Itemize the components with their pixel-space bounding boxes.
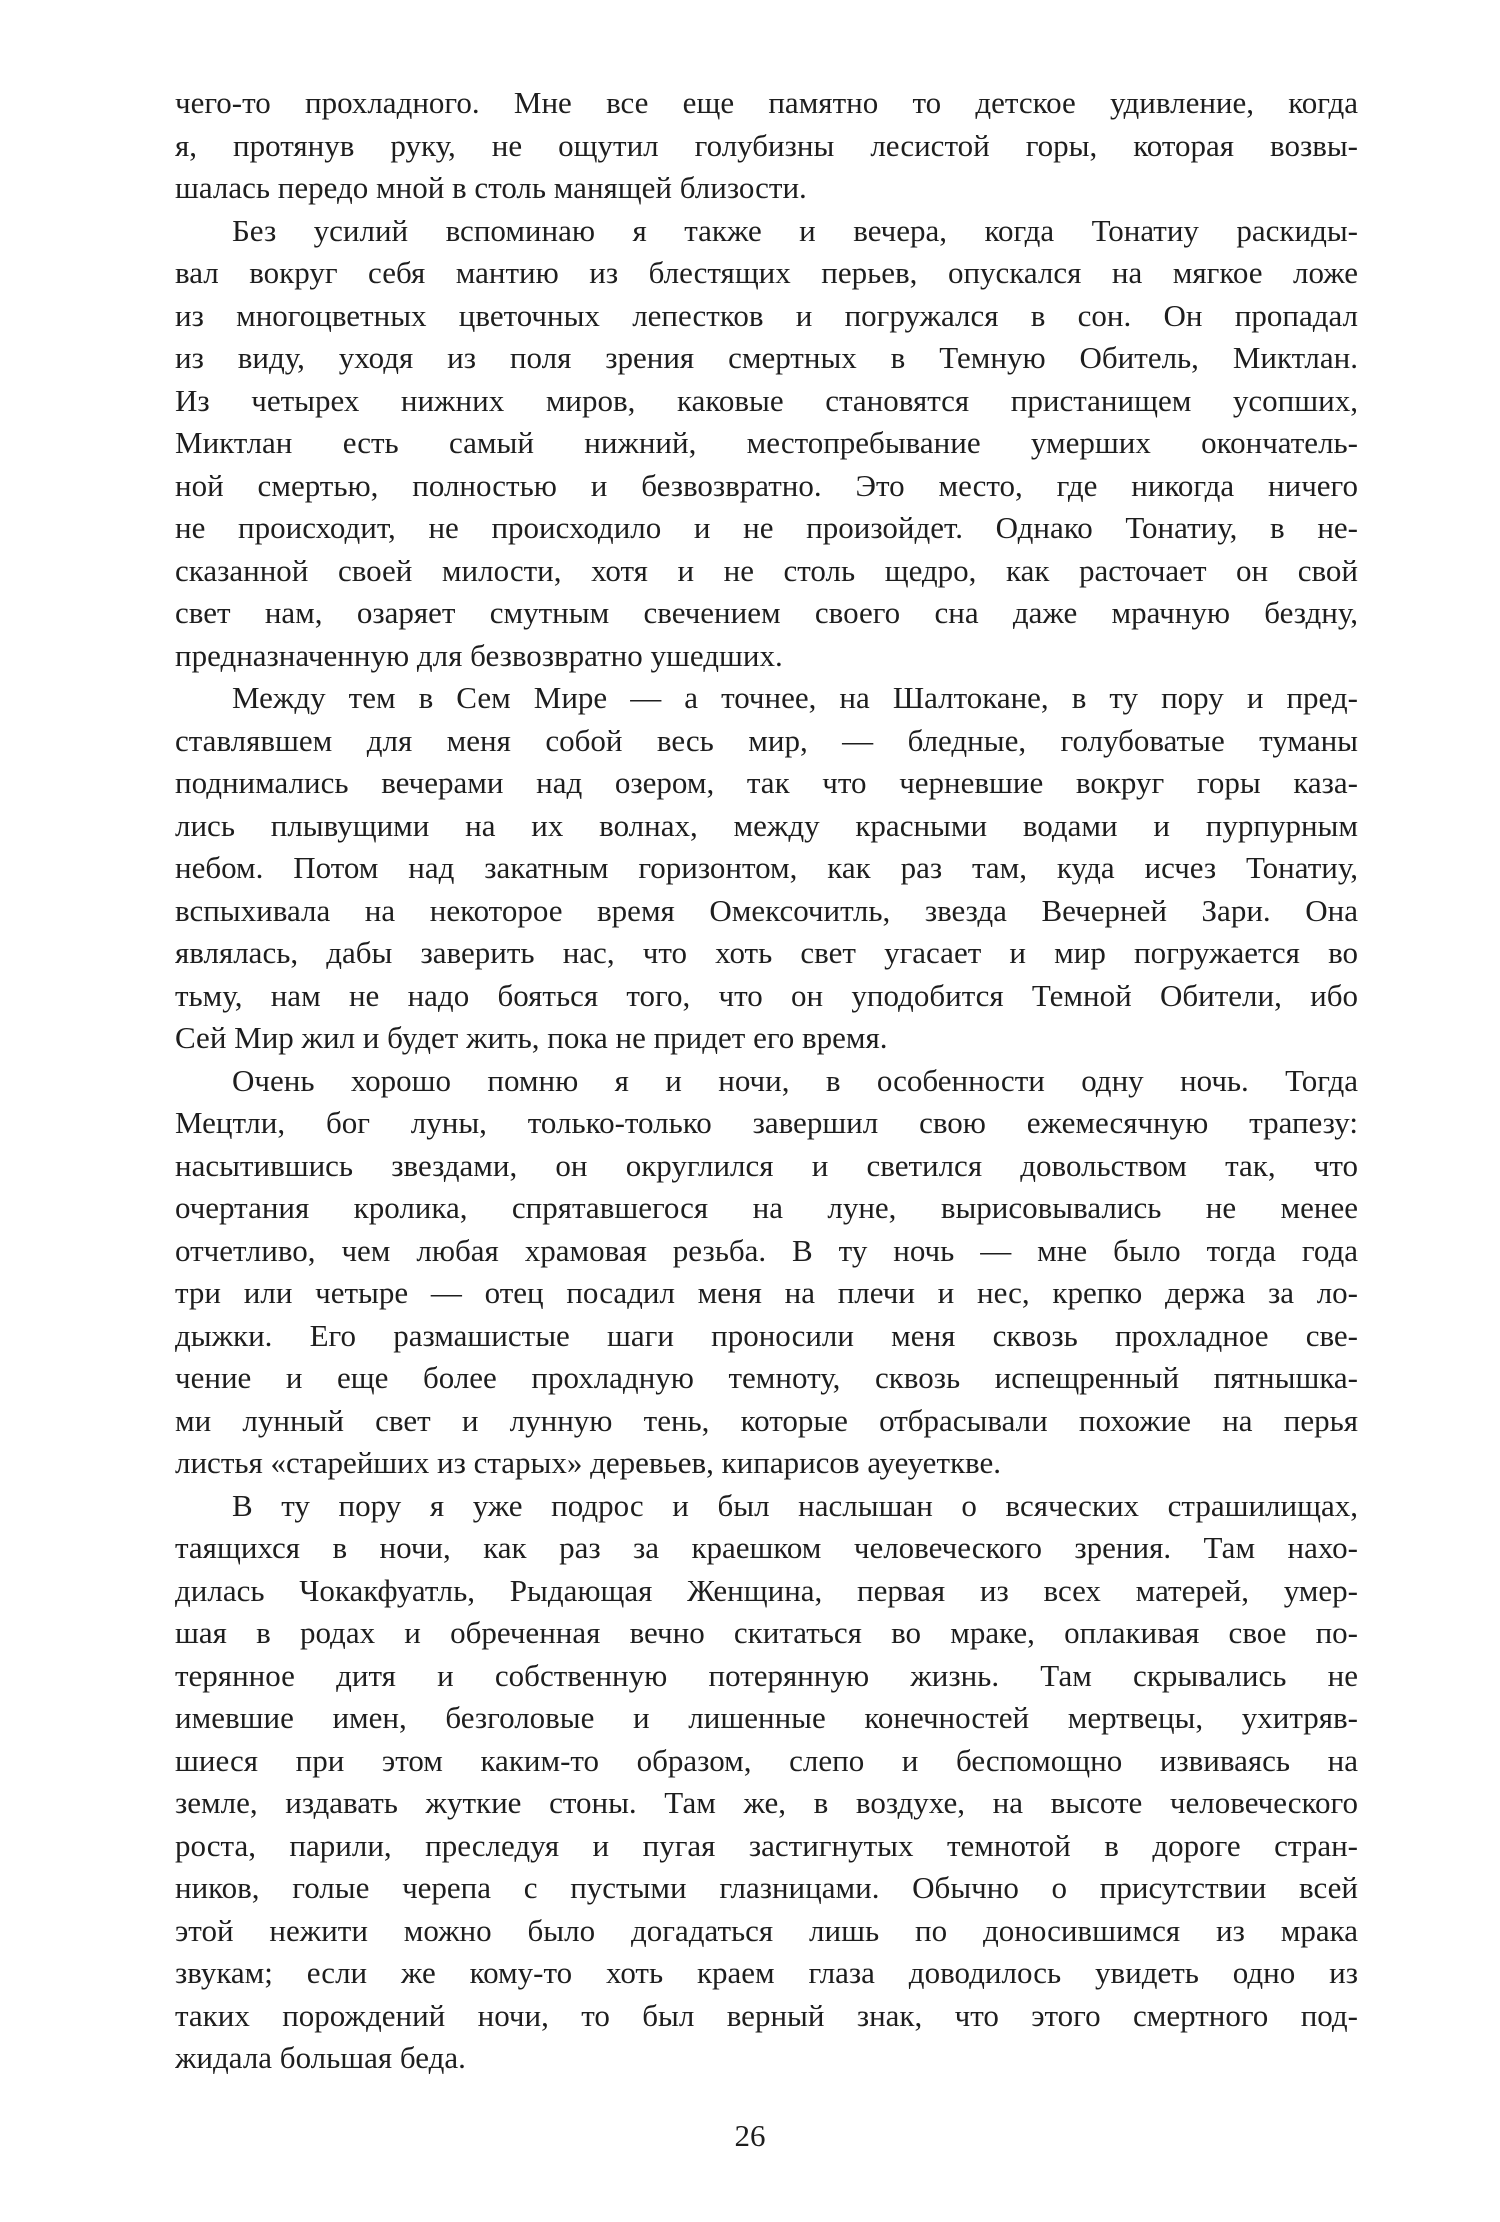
text-line: В ту пору я уже подрос и был наслышан о всяческих страшилищах, xyxy=(232,1487,1358,1523)
paragraph xyxy=(175,677,1358,1060)
text-line: небом. Потом над закатным горизонтом, как раз там, куда исчез Тонатиу, xyxy=(175,850,1358,885)
text-line: отчетливо, чем любая храмовая резьба. В ту ночь — мне было тогда года xyxy=(175,1232,1358,1268)
text-line: таящихся в ночи, как раз за краешком человеческого зрения. Там нахо- xyxy=(175,1530,1358,1565)
text-line: ми лунный свет и лунную тень, которые отбрасывали похожие на перья xyxy=(175,1402,1358,1438)
text-line: я, протянув руку, не ощутил голубизны лесистой горы, которая возвы- xyxy=(175,127,1358,163)
text-line: свет нам, озаряет смутным свечением своего сна даже мрачную бездну, xyxy=(175,595,1358,630)
text-line: звукам; если же кому-то хоть краем глаза доводилось увидеть одно из xyxy=(175,1955,1358,1990)
text-line: таких порождений ночи, то был верный знак, что этого смертного под- xyxy=(175,1997,1358,2033)
text-line: насытившись звездами, он округлился и светился довольством так, что xyxy=(175,1147,1358,1183)
text-line: терянное дитя и собственную потерянную жизнь. Там скрывались не xyxy=(175,1657,1358,1693)
text-line: Между тем в Сем Мире — а точнее, на Шалтокане, в ту пору и пред- xyxy=(232,680,1358,715)
text-line: Сей Мир жил и будет жить, пока не придет его время. xyxy=(175,1020,888,1055)
text-line: листья «старейших из старых» деревьев, кипарисов ауеуеткве. xyxy=(175,1445,1002,1480)
text-line: дыжки. Его размашистые шаги проносили меня сквозь прохладное све- xyxy=(175,1317,1358,1353)
text-line: дилась Чокакфуатль, Рыдающая Женщина, первая из всех матерей, умер- xyxy=(175,1572,1358,1608)
text-line: из виду, уходя из поля зрения смертных в Темную Обитель, Миктлан. xyxy=(175,340,1358,375)
text-line: тьму, нам не надо бояться того, что он уподобится Темной Обители, ибо xyxy=(175,977,1358,1013)
text-line: Без усилий вспоминаю я также и вечера, когда Тонатиу раскиды- xyxy=(232,212,1358,248)
paragraph xyxy=(175,1060,1358,1485)
text-line: являлась, дабы заверить нас, что хоть свет угасает и мир погружается во xyxy=(175,935,1358,970)
text-line: очертания кролика, спрятавшегося на луне, вырисовывались не менее xyxy=(175,1190,1358,1225)
text-line: поднимались вечерами над озером, так что черневшие вокруг горы каза- xyxy=(175,765,1358,800)
text-line: роста, парили, преследуя и пугая застигнутых темнотой в дороге стран- xyxy=(175,1827,1358,1863)
text-line: Миктлан есть самый нижний, местопребывание умерших окончатель- xyxy=(175,425,1358,460)
text-line: из многоцветных цветочных лепестков и погружался в сон. Он пропадал xyxy=(175,297,1358,333)
text-line: имевшие имен, безголовые и лишенные конечностей мертвецы, ухитряв- xyxy=(175,1700,1358,1735)
text-line: не происходит, не происходило и не произойдет. Однако Тонатиу, в не- xyxy=(175,510,1358,545)
text-line: предназначенную для безвозвратно ушедших. xyxy=(175,637,783,673)
text-line: ников, голые черепа с пустыми глазницами. Обычно о присутствии всей xyxy=(175,1870,1358,1905)
text-line: жидала большая беда. xyxy=(175,2040,466,2075)
text-line: шиеся при этом каким-то образом, слепо и беспомощно извиваясь на xyxy=(175,1742,1358,1778)
page-body xyxy=(175,82,1358,2080)
text-line: вспыхивала на некоторое время Омексочитль, звезда Вечерней Зари. Она xyxy=(175,892,1358,928)
text-line: шалась передо мной в столь манящей близости. xyxy=(175,170,807,205)
text-line: шая в родах и обреченная вечно скитаться во мраке, оплакивая свое по- xyxy=(175,1615,1358,1650)
text-line: этой нежити можно было догадаться лишь по доносившимся из мрака xyxy=(175,1912,1358,1948)
text-line: Из четырех нижних миров, каковые становятся пристанищем усопших, xyxy=(175,382,1358,418)
text-line: Мецтли, бог луны, только-только завершил свою ежемесячную трапезу: xyxy=(175,1105,1358,1140)
text-line: чение и еще более прохладную темноту, сквозь испещренный пятнышка- xyxy=(175,1360,1358,1395)
text-line: земле, издавать жуткие стоны. Там же, в воздухе, на высоте человеческого xyxy=(175,1785,1358,1820)
paragraph xyxy=(175,82,1358,210)
text-line: три или четыре — отец посадил меня на плечи и нес, крепко держа за ло- xyxy=(175,1275,1358,1310)
paragraph xyxy=(175,210,1358,678)
text-line: вал вокруг себя мантию из блестящих перьев, опускался на мягкое ложе xyxy=(175,255,1358,290)
text-line: Очень хорошо помню я и ночи, в особенности одну ночь. Тогда xyxy=(232,1062,1358,1098)
text-line: ной смертью, полностью и безвозвратно. Это место, где никогда ничего xyxy=(175,467,1358,503)
page-number: 26 xyxy=(734,2118,766,2153)
paragraph xyxy=(175,1485,1358,2080)
text-line: сказанной своей милости, хотя и не столь щедро, как расточает он свой xyxy=(175,552,1358,588)
text-line: ставлявшем для меня собой весь мир, — бледные, голубоватые туманы xyxy=(175,722,1358,758)
text-line: лись плывущими на их волнах, между красными водами и пурпурным xyxy=(175,807,1358,843)
text-line: чего-то прохладного. Мне все еще памятно то детское удивление, когда xyxy=(175,85,1358,120)
